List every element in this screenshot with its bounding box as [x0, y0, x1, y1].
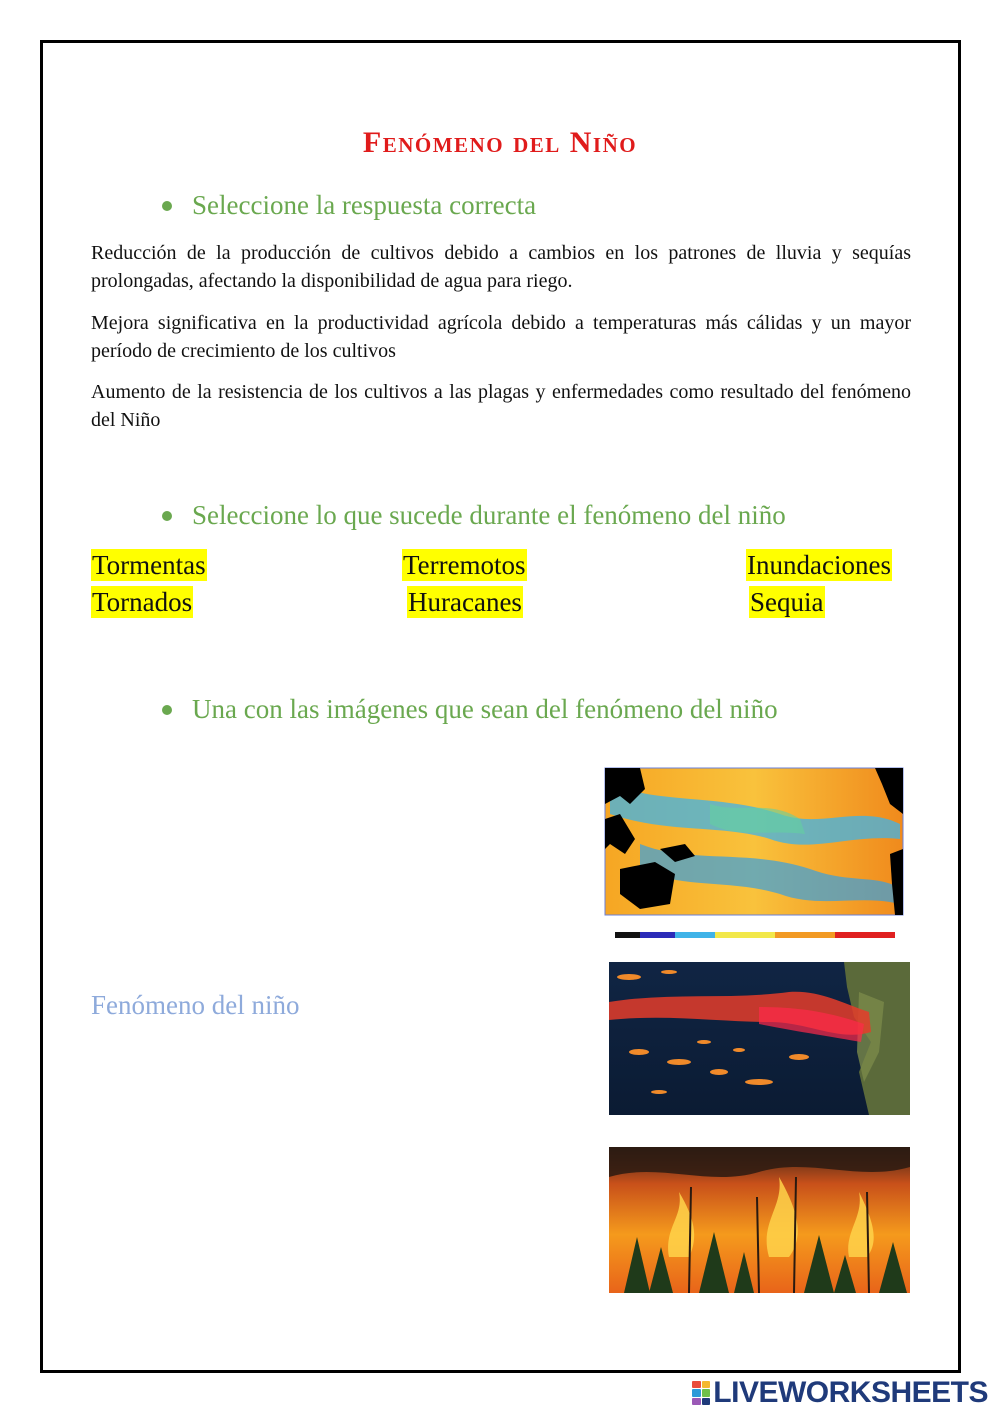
answer-option-3[interactable]: Aumento de la resistencia de los cultivos a las plagas y enfermedades como resultado del fenómeno del Niño	[91, 381, 911, 431]
forest-fire-image[interactable]	[609, 1147, 910, 1293]
choice-word-huracanes[interactable]: Huracanes	[408, 587, 522, 617]
brand-icon	[692, 1381, 710, 1405]
bullet-icon	[162, 201, 172, 211]
question-2-prompt	[162, 500, 786, 531]
brand-text: LIVEWORKSHEETS	[713, 1376, 988, 1409]
choice-word-tornados[interactable]: Tornados	[92, 587, 193, 617]
liveworksheets-logo	[692, 1376, 988, 1410]
choice-word-tormentas[interactable]: Tormentas	[92, 550, 206, 580]
question-2-text: Seleccione lo que sucede durante el fenómeno del niño	[192, 500, 786, 530]
bullet-icon	[162, 705, 172, 715]
question-1-text: Seleccione la respuesta correcta	[192, 190, 537, 220]
question-1-prompt	[162, 190, 536, 221]
match-label-fenomeno[interactable]: Fenómeno del niño	[91, 990, 300, 1020]
answer-option-1[interactable]: Reducción de la producción de cultivos debido a cambios en los patrones de lluvia y sequías prolongadas, afectando la disponibilidad de agua para riego.	[91, 242, 911, 292]
satellite-warm-current-image[interactable]	[609, 962, 910, 1115]
sst-anomaly-map-image[interactable]	[600, 744, 908, 944]
choice-word-terremotos[interactable]: Terremotos	[403, 550, 526, 580]
choice-word-inundaciones[interactable]: Inundaciones	[747, 550, 891, 580]
choice-word-sequia[interactable]: Sequia	[750, 587, 824, 617]
answer-option-2[interactable]: Mejora significativa en la productividad agrícola debido a temperaturas más cálidas y un mayor período de crecimiento de los cultivos	[91, 312, 911, 362]
worksheet-title: Fenómeno del Niño	[362, 126, 638, 159]
question-3-prompt	[162, 694, 778, 725]
question-3-text: Una con las imágenes que sean del fenómeno del niño	[192, 694, 778, 724]
bullet-icon	[162, 511, 172, 521]
